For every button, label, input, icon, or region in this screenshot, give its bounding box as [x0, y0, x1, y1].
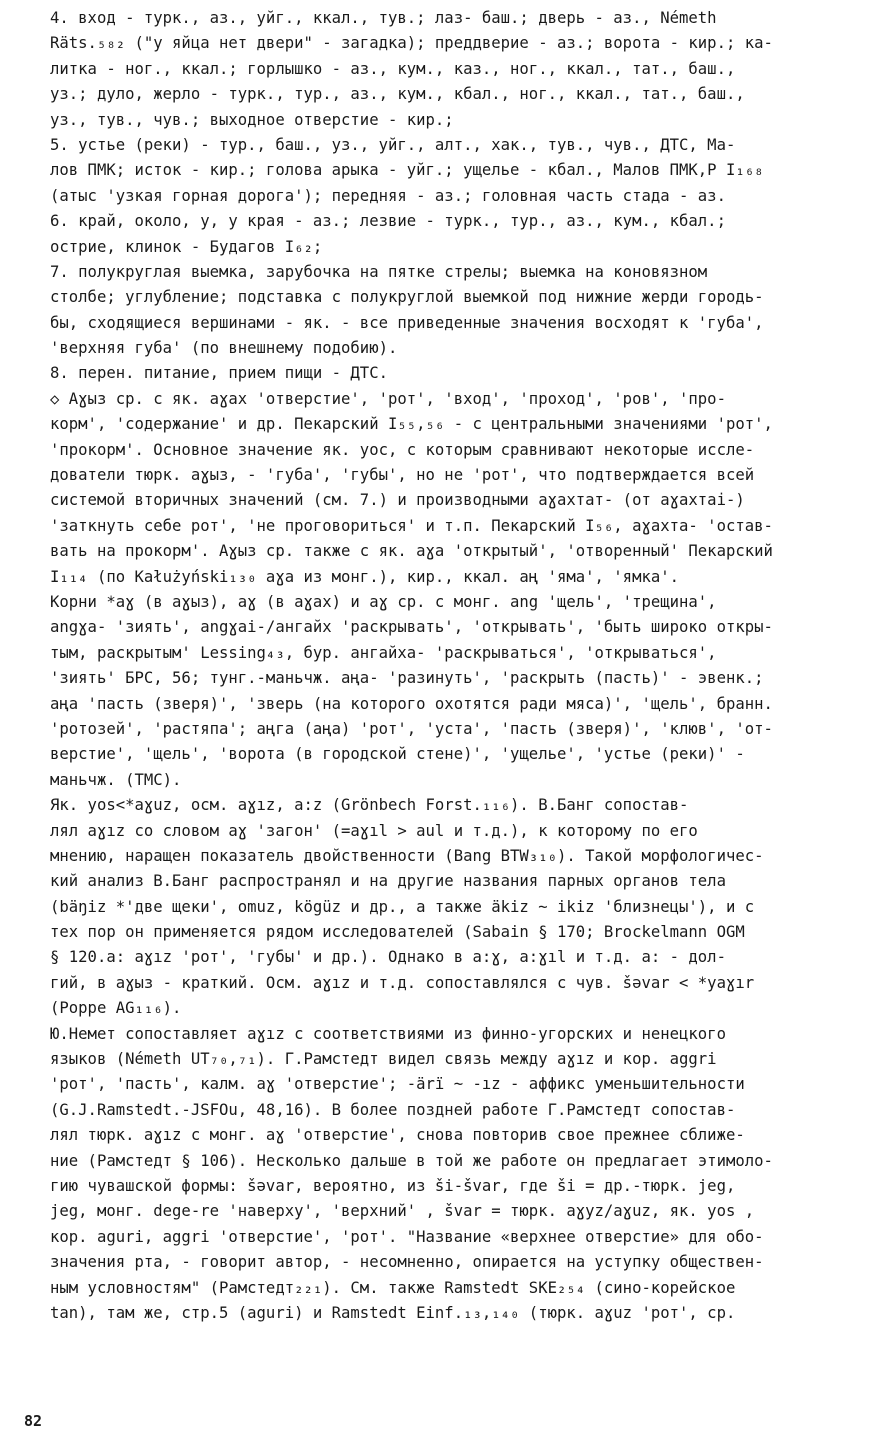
- text-line: столбе; углубление; подставка с полукруглой выемкой под нижние жерди городь-: [50, 288, 764, 307]
- text-line: 'заткнуть себе рот', 'не проговориться' и т.п. Пекарский I₅₆, аɣахта- 'остав-: [50, 516, 773, 535]
- text-line: бы, сходящиеся вершинами - як. - все приведенные значения восходят к 'губа',: [50, 313, 764, 332]
- text-line: ным условностям" (Рамстедт₂₂₁). См. также Ramstedt SKE₂₅₄ (сино-корейское: [50, 1278, 736, 1297]
- text-line: jeg, монг. dege-re 'наверху', 'верхний' , švar = тюрк. aɣyz/aɣuz, як. уоs ,: [50, 1202, 755, 1221]
- text-line: лял aɣız со словом aɣ 'загон' (=aɣıl > aul и т.д.), к которому по его: [50, 821, 698, 840]
- text-line: тех пор он применяется рядом исследователей (Sabain § 170; Brockelmann OGM: [50, 923, 745, 942]
- text-line: уз.; дуло, жерло - турк., тур., аз., кум., кбал., ног., ккал., тат., баш.,: [50, 85, 745, 104]
- text-line: лов ПМК; исток - кир.; голова арыка - уйг.; ущелье - кбал., Малов ПМК,Р I₁₆₈: [50, 161, 764, 180]
- body-text: [50, 6, 850, 1326]
- text-line: аңа 'пасть (зверя)', 'зверь (на которого охотятся ради мяса)', 'щель', бранн.: [50, 694, 773, 713]
- text-line: лял тюрк. aɣız с монг. aɣ 'отверстие', снова повторив свое прежнее сближе-: [50, 1126, 745, 1145]
- text-line: Корни *аɣ (в аɣыз), аɣ (в аɣах) и аɣ ср. с монг. аng 'щель', 'трещина',: [50, 592, 717, 611]
- text-line: (bäŋiz *'две щеки', omuz, kögüz и др., а также äkiz ~ ikiz 'близнецы'), и с: [50, 897, 755, 916]
- text-line: 'рот', 'пасть', калм. aɣ 'отверстие'; -ärï ~ -ız - аффикс уменьшительности: [50, 1075, 745, 1094]
- text-line: маньчж. (ТМС).: [50, 770, 182, 789]
- text-line: тым, раскрытым' Lessing₄₃, бур. ангайха- 'раскрываться', 'открываться',: [50, 643, 717, 662]
- text-line: верстие', 'щель', 'ворота (в городской стене)', 'ущелье', 'устье (реки)' -: [50, 745, 745, 764]
- text-line: ◇ Аɣыз ср. с як. аɣах 'отверстие', 'рот', 'вход', 'проход', 'ров', 'про-: [50, 389, 726, 408]
- text-line: уз., тув., чув.; выходное отверстие - кир.;: [50, 110, 454, 129]
- text-line: 'ротозей', 'растяпа'; аңга (аңа) 'рот', 'уста', 'пасть (зверя)', 'клюв', 'от-: [50, 719, 773, 738]
- text-line: 8. перен. питание, прием пищи - ДТС.: [50, 364, 388, 383]
- text-line: 'прокорм'. Основное значение як. уос, с которым сравнивают некоторые иссле-: [50, 440, 755, 459]
- text-line: вать на прокорм'. Аɣыз ср. также с як. аɣа 'открытый', 'отворенный' Пекарский: [50, 542, 773, 561]
- text-line: 'зиять' БРС, 56; тунг.-маньчж. аңа- 'разинуть', 'раскрыть (пасть)' - эвенк.;: [50, 669, 764, 688]
- text-line: angɣa- 'зиять', angɣai-/ангайх 'раскрывать', 'открывать', 'быть широко откры-: [50, 618, 773, 637]
- page-number: 82: [24, 1412, 43, 1430]
- text-line: гию чувашской формы: šǝvar, вероятно, из ši-švar, где ši = др.-тюрк. jeg,: [50, 1176, 736, 1195]
- text-line: корм', 'содержание' и др. Пекарский I₅₅,₅₆ - с центральными значениями 'рот',: [50, 415, 773, 434]
- text-line: (атыс 'узкая горная дорога'); передняя - аз.; головная часть стада - аз.: [50, 186, 726, 205]
- text-line: I₁₁₄ (по Kałużyński₁₃₀ аɣа из монг.), кир., ккал. аң 'яма', 'ямка'.: [50, 567, 680, 586]
- text-line: 'верхняя губа' (по внешнему подобию).: [50, 339, 398, 358]
- text-line: (G.J.Ramstedt.-JSFOu, 48,16). В более поздней работе Г.Рамстедт сопостав-: [50, 1100, 736, 1119]
- text-line: Ю.Немет сопоставляет aɣız с соответствиями из финно-угорских и ненецкого: [50, 1024, 726, 1043]
- text-line: 7. полукруглая выемка, зарубочка на пятке стрелы; выемка на коновязном: [50, 262, 708, 281]
- text-line: дователи тюрк. аɣыз, - 'губа', 'губы', но не 'рот', что подтверждается всей: [50, 466, 755, 485]
- text-line: гий, в аɣыз - краткий. Осм. aɣız и т.д. сопоставлялся с чув. šǝvar < *yaɣır: [50, 973, 755, 992]
- text-line: языков (Németh UT₇₀,₇₁). Г.Рамстедт видел связь между aɣız и кор. aggri: [50, 1050, 717, 1069]
- text-line: 4. вход - турк., аз., уйг., ккал., тув.; лаз- баш.; дверь - аз., Németh: [50, 9, 717, 27]
- text-line: (Poppe AG₁₁₆).: [50, 999, 182, 1018]
- text-line: 6. край, около, у, у края - аз.; лезвие - турк., тур., аз., кум., кбал.;: [50, 212, 726, 231]
- text-line: кий анализ В.Банг распространял и на другие названия парных органов тела: [50, 872, 726, 891]
- text-line: значения рта, - говорит автор, - несомненно, опирается на уступку обществен-: [50, 1253, 764, 1272]
- text-line: 5. устье (реки) - тур., баш., уз., уйг., алт., хак., тув., чув., ДТС, Ма-: [50, 135, 736, 154]
- text-line: ние (Рамстедт § 106). Несколько дальше в той же работе он предлагает этимоло-: [50, 1151, 773, 1170]
- text-line: Räts.₅₈₂ ("у яйца нет двери" - загадка); преддверие - аз.; ворота - кир.; ка-: [50, 34, 773, 53]
- text-line: tan), там же, стр.5 (aguri) и Ramstedt Einf.₁₃,₁₄₀ (тюрк. aɣuz 'рот', ср.: [50, 1303, 736, 1322]
- text-line: Як. уоs<*aɣuz, осм. aɣız, a:z (Grönbech Forst.₁₁₆). В.Банг сопостав-: [50, 796, 689, 815]
- text-line: литка - ног., ккал.; горлышко - аз., кум., каз., ног., ккал., тат., баш.,: [50, 59, 736, 78]
- text-line: § 120.а: aɣız 'рот', 'губы' и др.). Однако в a:ɣ, a:ɣıl и т.д. a: - дол-: [50, 948, 726, 967]
- text-line: системой вторичных значений (см. 7.) и производными аɣахтат- (от аɣахтаі-): [50, 491, 745, 510]
- text-line: мнению, наращен показатель двойственности (Bang BTW₃₁₀). Такой морфологичес-: [50, 846, 764, 865]
- text-line: кор. aguri, aggri 'отверстие', 'рот'. "Название «верхнее отверстие» для обо-: [50, 1227, 764, 1246]
- text-line: острие, клинок - Будагов I₆₂;: [50, 237, 323, 256]
